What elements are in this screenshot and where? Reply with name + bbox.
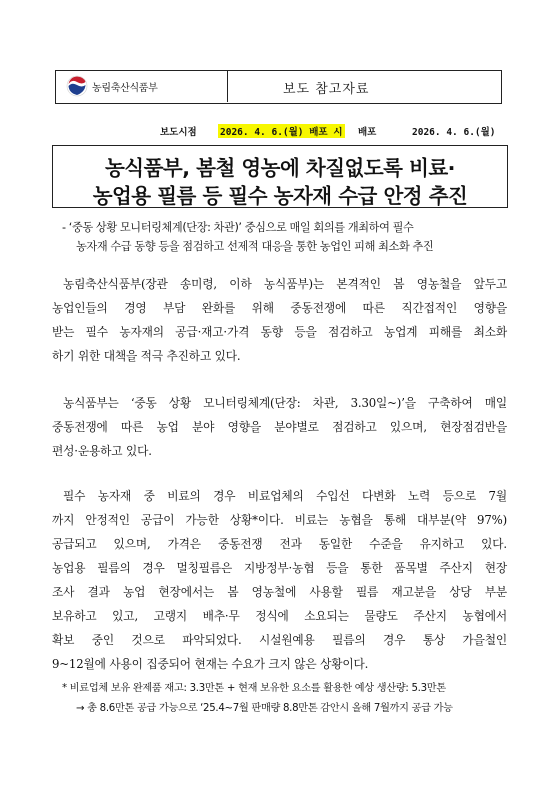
org-name: 농림축산식품부: [92, 82, 158, 94]
paragraph-line: 까지 안정적인 공급이 가능한 상황*이다. 비료는 농협을 통해 대부분(약 97%): [52, 513, 507, 527]
body-paragraph-3: [52, 484, 507, 676]
body-paragraph-2: [52, 391, 507, 463]
subtitle-line-1: - ‘중동 상황 모니터링체계(단장: 차관)’ 중심으로 매일 회의를 개최하여 필수: [62, 221, 414, 234]
paragraph-line: 조사 결과 농업 현장에서는 봄 영농철에 사용할 필름 재고분을 상당 부분: [52, 585, 507, 599]
title-box: [52, 145, 508, 208]
title-line-1: 농식품부, 봄철 영농에 차질없도록 비료·: [105, 156, 455, 180]
paragraph-line: 편성·운용하고 있다.: [52, 444, 152, 458]
footnote-line-1: * 비료업체 보유 완제품 재고: 3.3만톤 + 현재 보유한 요소를 활용한 예상 생산량: 5.3만톤: [62, 683, 446, 694]
paragraph-line: 받는 필수 농자재의 공급·재고·가격 동향 등을 점검하고 농업계 피해를 최소화: [52, 325, 507, 339]
taegeuk-emblem-icon: [66, 75, 88, 97]
paragraph-line: 중동전쟁에 따른 농업 분야 영향을 분야별로 점검하고 있으며, 현장점검반을: [52, 420, 507, 434]
footnote-line-2: → 총 8.6만톤 공급 가능으로 ‘25.4~7월 판매량 8.8만톤 감안시 올해 7월까지 공급 가능: [76, 703, 453, 714]
distribution-label: 배포: [358, 127, 377, 138]
paragraph-line: 확보 중인 것으로 파악되었다. 시설원예용 필름의 경우 통상 가을철인: [52, 633, 507, 647]
subtitle-line-2: 농자재 수급 동향 등을 점검하고 선제적 대응을 통한 농업인 피해 최소화 추진: [76, 240, 434, 253]
paragraph-line: 9~12월에 사용이 집중되어 현재는 수요가 크지 않은 상황이다.: [52, 657, 369, 671]
title-line-2: 농업용 필름 등 필수 농자재 수급 안정 추진: [92, 184, 468, 208]
ministry-logo: [66, 75, 158, 97]
paragraph-line: 하기 위한 대책을 적극 추진하고 있다.: [52, 349, 241, 363]
distribution-date: 2026. 4. 6.(월): [412, 127, 496, 138]
paragraph-line: 보유하고 있고, 고랭지 배추·무 정식에 소요되는 물량도 주산지 농협에서: [52, 609, 507, 623]
release-info: [0, 124, 558, 138]
paragraph-line: 농림축산식품부(장관 송미령, 이하 농식품부)는 본격적인 봄 영농철을 앞두고: [63, 277, 507, 291]
header-box: [55, 70, 502, 104]
paragraph-line: 농업인들의 경영 부담 완화를 위해 중동전쟁에 따른 직간접적인 영향을: [52, 301, 507, 315]
paragraph-line: 농식품부는 ‘중동 상황 모니터링체계(단장: 차관, 3.30일~)’을 구축하여 매일: [63, 396, 507, 410]
paragraph-line: 공급되고 있으며, 가격은 중동전쟁 전과 동일한 수준을 유지하고 있다.: [52, 537, 507, 551]
body-paragraph-1: [52, 272, 507, 368]
paragraph-line: 필수 농자재 중 비료의 경우 비료업체의 수입선 다변화 노력 등으로 7월: [63, 489, 507, 503]
header-divider: [227, 71, 228, 102]
doc-type-label: 보도 참고자료: [283, 82, 370, 97]
paragraph-line: 농업용 필름의 경우 멀칭필름은 지방정부·농협 등을 통한 품목별 주산지 현장: [52, 561, 507, 575]
release-label: 보도시점: [160, 127, 197, 138]
release-date: 2026. 4. 6.(월) 배포 시: [218, 124, 345, 138]
